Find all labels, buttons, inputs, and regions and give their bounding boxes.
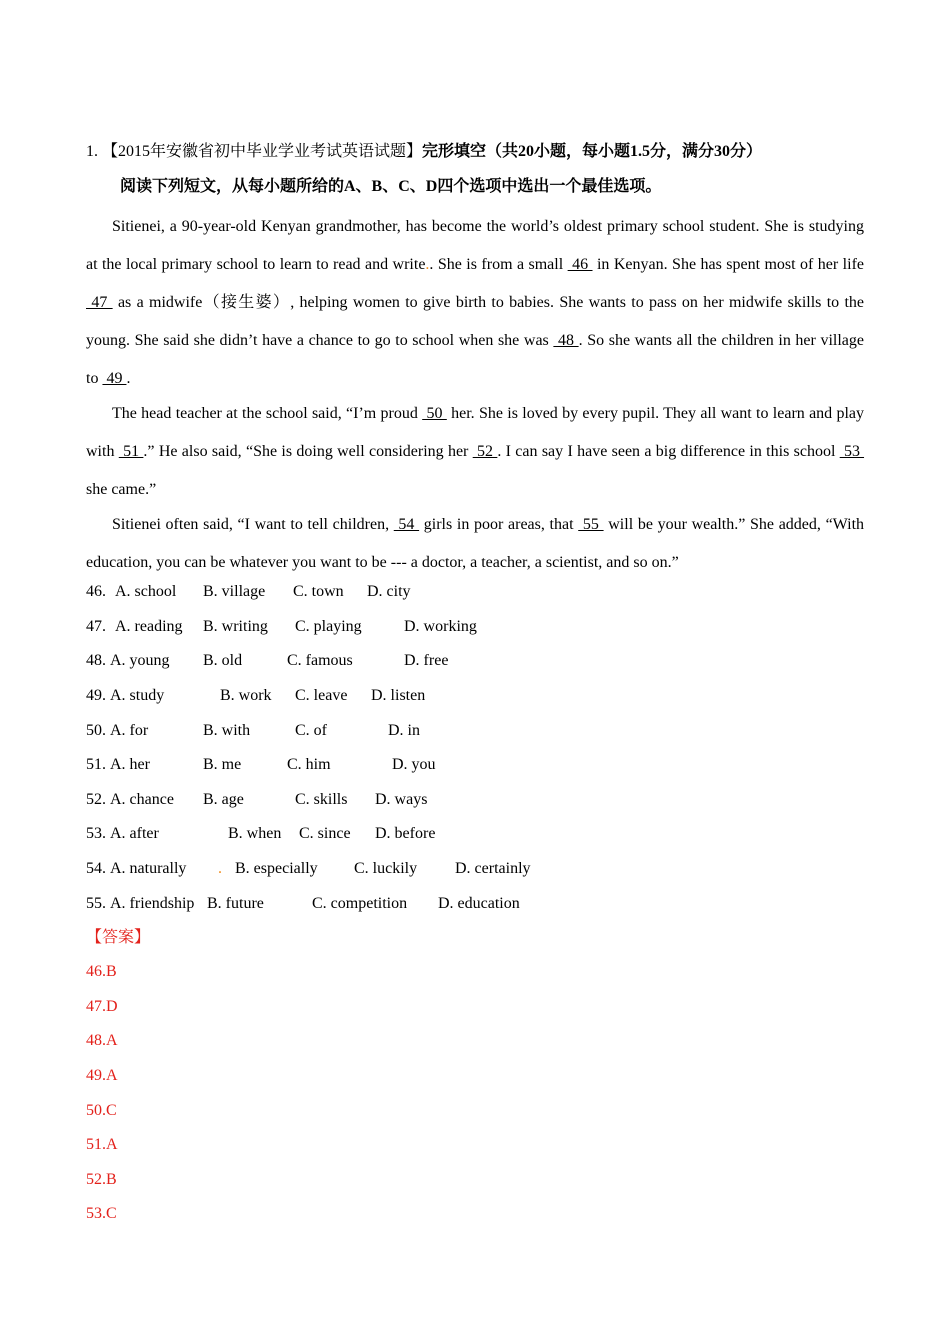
text-run: The head teacher at the school said, “I’m proud — [112, 405, 423, 422]
answer-item: 47.D — [86, 998, 118, 1015]
option-a: A. for — [110, 722, 149, 739]
option-c: C. luckily — [354, 860, 418, 877]
text-run: dwife（接生婆）, helping women to give birth to babies. She wants to pass on her midwife skills to the young. She said she didn’t have a chance to go to school when she was — [86, 294, 864, 349]
answer-item: 53.C — [86, 1205, 117, 1222]
option-d: D. ways — [375, 791, 428, 808]
option-number: 55. — [86, 895, 106, 912]
option-number: 54. — [86, 860, 106, 877]
option-a: A. after — [110, 825, 159, 842]
text-run: lth.” She added, “With education, you can be whatever you want to be --- a doctor, a teacher, a scientist, and so on.” — [86, 516, 865, 571]
blank-53: 53 — [839, 443, 865, 460]
mark-dot: . — [218, 860, 222, 877]
text-run: .” He also said, “She is doing well considering her — [143, 443, 473, 460]
option-d: D. listen — [371, 687, 426, 704]
blank-50: 50 — [422, 405, 447, 422]
text-run: in Kenyan. She has spent most of her life — [592, 256, 865, 273]
blank-55: 55 — [578, 516, 604, 533]
option-c: C. famous — [287, 652, 353, 669]
question-source: 【2015年安徽省初中毕业学业考试英语试题】 — [102, 143, 423, 160]
option-b: B. especially — [235, 860, 318, 877]
option-number: 49. — [86, 687, 106, 704]
option-number: 47. — [86, 618, 106, 635]
option-d: D. education — [438, 895, 520, 912]
option-a: A. her — [110, 756, 150, 773]
option-b: B. old — [203, 652, 243, 669]
passage-paragraph-3 — [86, 506, 864, 582]
text-run: . — [126, 370, 131, 387]
text-run: her. She is loved by every pupil. They all want t — [446, 405, 761, 422]
option-d: D. certainly — [455, 860, 531, 877]
option-a: A. reading — [115, 618, 183, 635]
option-number: 53. — [86, 825, 106, 842]
blank-52: 52 — [472, 443, 498, 460]
answer-header: 【答案】 — [86, 929, 151, 946]
option-b: B. with — [203, 722, 251, 739]
text-run: . So she wants all the children in her village to — [86, 332, 865, 387]
option-c: C. competition — [312, 895, 408, 912]
option-c: C. of — [295, 722, 327, 739]
answer-item: 52.B — [86, 1171, 117, 1188]
answer-item: 51.A — [86, 1136, 118, 1153]
option-a: A. school — [115, 583, 177, 600]
mark-dot: . — [425, 256, 430, 273]
option-d: D. working — [404, 618, 477, 635]
blank-49: 49 — [102, 370, 127, 387]
text-run: big difference in this school — [655, 443, 840, 460]
instruction-text: 阅读下列短文，从每小题所给的A、B、C、D四个选项中选出一个最佳选项。 — [120, 178, 662, 195]
question-type-info: 完形填空（共20小题，每小题1.5分，满分30分） — [422, 143, 763, 160]
option-number: 51. — [86, 756, 106, 773]
option-d: D. free — [404, 652, 449, 669]
text-run: . I can say I have seen — [497, 443, 641, 460]
option-a: A. friendship — [110, 895, 195, 912]
option-c: C. him — [287, 756, 331, 773]
option-number: 46. — [86, 583, 106, 600]
answer-item: 48.A — [86, 1032, 118, 1049]
text-run: . She is from a small — [429, 256, 568, 273]
option-b: B. when — [228, 825, 282, 842]
blank-46: 46 — [567, 256, 593, 273]
answer-item: 49.A — [86, 1067, 118, 1084]
option-c: C. since — [299, 825, 351, 842]
option-d: D. city — [367, 583, 411, 600]
option-b: B. me — [203, 756, 242, 773]
option-d: D. you — [392, 756, 436, 773]
blank-47: 47 — [86, 294, 113, 311]
option-b: B. writing — [203, 618, 268, 635]
option-a: A. young — [110, 652, 170, 669]
passage-paragraph-1 — [86, 208, 864, 398]
option-c: C. skills — [295, 791, 348, 808]
blank-54: 54 — [393, 516, 420, 533]
option-b: B. future — [207, 895, 264, 912]
option-c: C. town — [293, 583, 344, 600]
option-number: 52. — [86, 791, 106, 808]
option-d: D. in — [388, 722, 420, 739]
text-run: girls in poor areas, that — [419, 516, 579, 533]
option-a: A. chance — [110, 791, 174, 808]
question-number: 1. — [86, 143, 98, 160]
blank-51: 51 — [118, 443, 144, 460]
text-run: will be your wea — [603, 516, 718, 533]
option-d: D. before — [375, 825, 436, 842]
option-a: A. naturally — [110, 860, 187, 877]
option-c: C. leave — [295, 687, 348, 704]
option-b: B. age — [203, 791, 244, 808]
option-c: C. playing — [295, 618, 362, 635]
question-title — [86, 140, 762, 164]
text-run: o learn and play with — [86, 405, 865, 460]
option-number: 48. — [86, 652, 106, 669]
option-b: B. work — [220, 687, 272, 704]
blank-48: 48 — [553, 332, 579, 349]
passage-paragraph-2 — [86, 395, 864, 509]
answer-item: 46.B — [86, 963, 117, 980]
text-run: a — [640, 443, 656, 460]
text-run: she came.” — [86, 481, 157, 498]
text-run: as a mi — [112, 294, 166, 311]
option-a: A. study — [110, 687, 165, 704]
text-run: Sitienei often said, “I want to tell children, — [112, 516, 394, 533]
option-number: 50. — [86, 722, 106, 739]
text-run: Sitienei, a 90-year-old Kenyan grandmother, has become the world’s oldest primary school student. She is studying at the local primary school to learn to read and write — [86, 218, 864, 273]
option-b: B. village — [203, 583, 266, 600]
answer-item: 50.C — [86, 1102, 117, 1119]
